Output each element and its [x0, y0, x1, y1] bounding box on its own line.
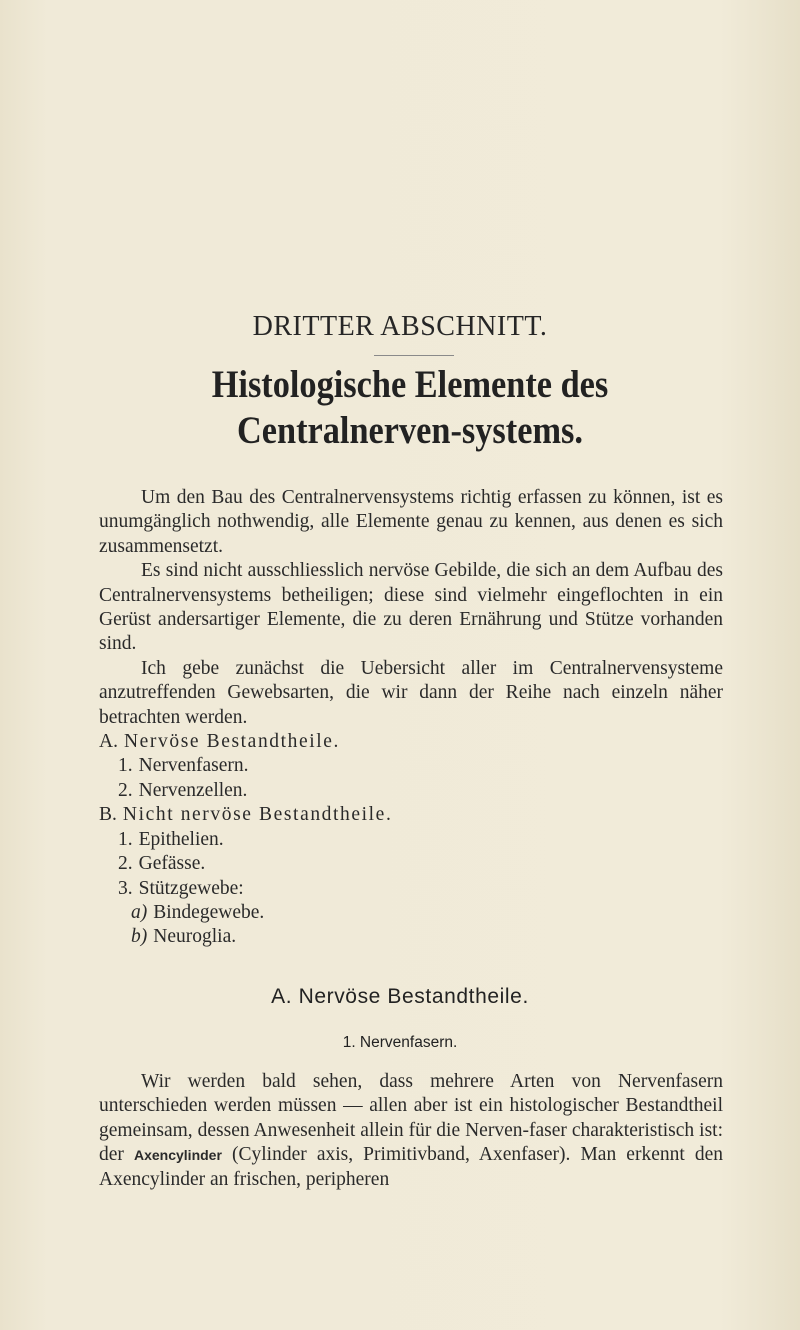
list-item: [99, 754, 723, 778]
closing-text: [99, 1070, 723, 1192]
subitem-letter: b): [131, 926, 148, 948]
section-title: DRITTER ABSCHNITT.: [252, 311, 548, 342]
item-text: Bindegewebe.: [153, 901, 265, 923]
item-text: Neuroglia.: [153, 926, 237, 948]
item-text: Gefässe.: [138, 853, 206, 875]
list-item: [99, 828, 723, 852]
outline-group-a: [99, 730, 723, 754]
item-number: 2.: [118, 853, 133, 875]
outline-group-b: [99, 803, 723, 827]
outline-label: A.: [99, 731, 118, 753]
closing-paragraph: [99, 1070, 723, 1192]
paragraph-1: Um den Bau des Centralnervensystems richtig erfassen zu können, ist es unumgänglich nothwendig, alle Elemente genau zu kennen, aus denen es sich zusammensetzt.: [99, 487, 723, 557]
chapter-title: Histologische Elemente des Centralnerven-systems.: [211, 363, 609, 452]
text-run: Wir werden bald sehen, dass mehrere Arten von Nervenfasern unterschieden werden müssen — allen aber ist ein histologischer Bestandtheil gemeinsam, dessen Anwesenheit allein für die Nerven-faser charakteristisch ist: der: [99, 1071, 723, 1166]
item-text: Epithelien.: [138, 828, 224, 850]
subsection-subheading: 1. Nervenfasern.: [342, 1034, 458, 1051]
highlighted-term: Axencylinder: [133, 1147, 222, 1164]
item-text: Stützgewebe:: [138, 877, 244, 899]
item-number: 3.: [118, 877, 133, 899]
list-subitem: [99, 925, 723, 949]
paragraph-3: Ich gebe zunächst die Uebersicht aller im Centralnervensysteme anzutreffenden Gewebsarten, die wir dann der Reihe nach einzeln näher betrachten werden.: [99, 657, 723, 728]
subsection-heading: A. Nervöse Bestandtheile.: [271, 985, 529, 1008]
outline-group-title: Nicht nervöse Bestandtheile.: [122, 804, 393, 826]
outline-label: B.: [99, 804, 117, 826]
list-subitem: [99, 901, 723, 925]
text-run: (Cylinder axis, Primitivband, Axenfaser). Man erkennt den Axencylinder an frischen, peripheren: [99, 1144, 723, 1190]
title-divider: [374, 355, 454, 356]
item-text: Nervenfasern.: [138, 755, 249, 777]
item-number: 1.: [118, 755, 133, 777]
intro-text: [99, 486, 723, 950]
subitem-letter: a): [131, 901, 148, 923]
paragraph-2: Es sind nicht ausschliesslich nervöse Gebilde, die sich an dem Aufbau des Centralnervensystems betheiligen; diese sind vielmehr eingeflochten in ein Gerüst andersartiger Elemente, die zu deren Ernährung und Stütze vorhanden sind.: [99, 560, 723, 655]
outline-group-title: Nervöse Bestandtheile.: [123, 731, 341, 753]
list-item: [99, 779, 723, 803]
list-item: [99, 852, 723, 876]
item-number: 1.: [118, 828, 133, 850]
item-number: 2.: [118, 779, 133, 801]
item-text: Nervenzellen.: [138, 779, 248, 801]
list-item: [99, 877, 723, 901]
tissue-outline: [99, 730, 723, 950]
